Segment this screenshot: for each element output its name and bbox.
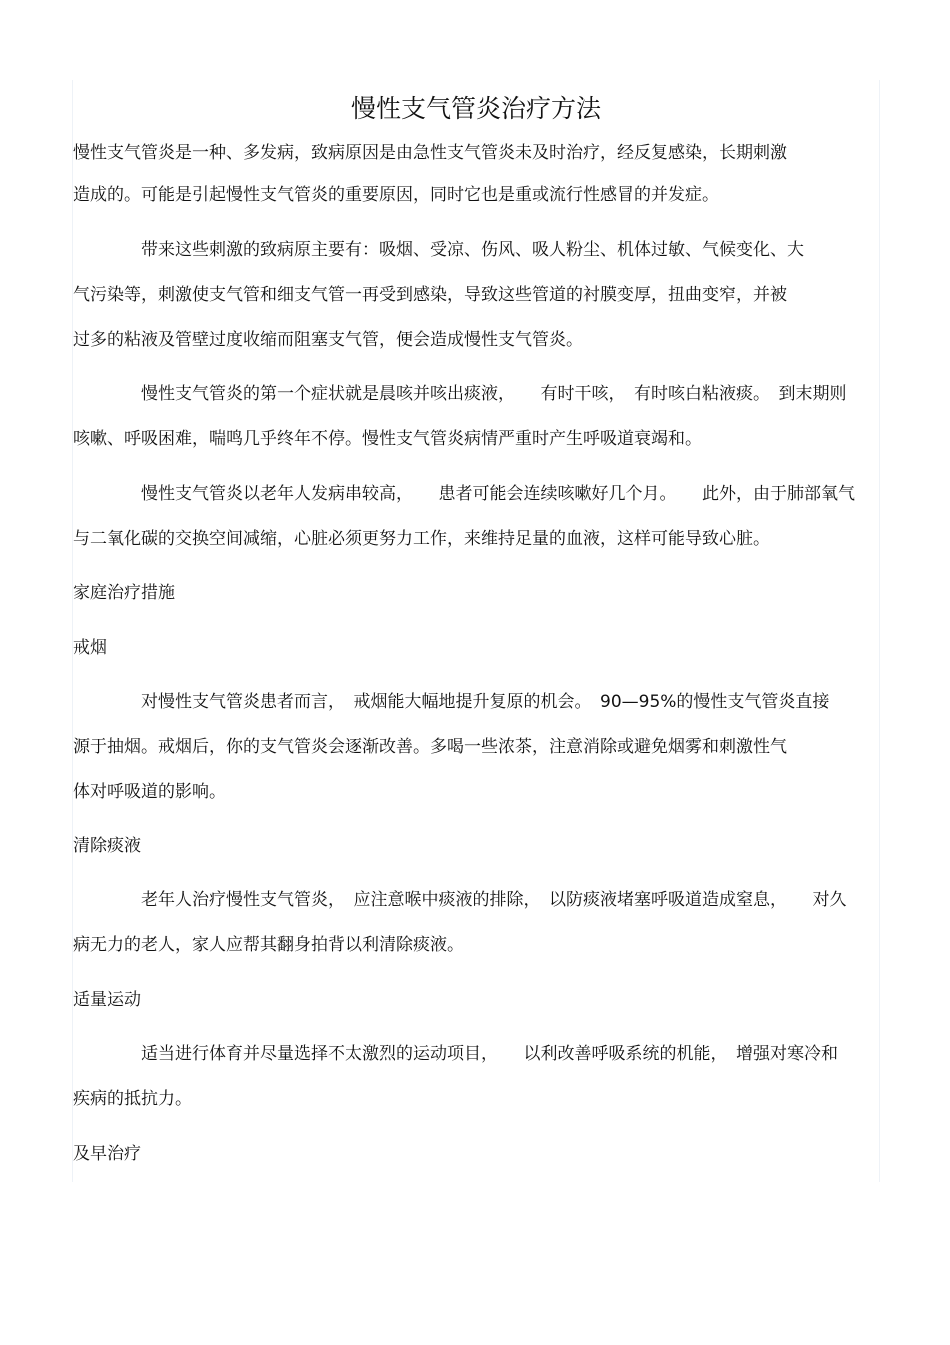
paragraph-2-line-3: 过多的粘液及管壁过度收缩而阻塞支气管，便会造成慢性支气管炎。 — [73, 330, 583, 350]
document-page — [72, 80, 880, 1182]
paragraph-2-line-2: 气污染等，刺激使支气管和细支气管一再受到感染，导致这些管道的衬膜变厚，扭曲变窄，并被 — [73, 285, 787, 305]
paragraph-7-line-2: 疾病的抵抗力。 — [73, 1089, 192, 1109]
paragraph-5-line-2: 源于抽烟。戒烟后，你的支气管炎会逐渐改善。多喝一些浓茶，注意消除或避免烟雾和刺激性气 — [73, 737, 787, 757]
paragraph-1-line-1: 慢性支气管炎是一种、多发病，致病原因是由急性支气管炎未及时治疗，经反复感染，长期刺激 — [73, 143, 787, 163]
paragraph-6-line-2: 病无力的老人，家人应帮其翻身拍背以利清除痰液。 — [73, 935, 464, 955]
paragraph-3-line-2: 咳嗽、呼吸困难，喘鸣几乎终年不停。慢性支气管炎病情严重时产生呼吸道衰竭和。 — [73, 429, 702, 449]
paragraph-5-line-1: 对慢性支气管炎患者而言， 戒烟能大幅地提升复原的机会。 90—95%的慢性支气管炎直接 — [141, 692, 830, 712]
paragraph-7-line-1: 适当进行体育并尽量选择不太激烈的运动项目， 以利改善呼吸系统的机能， 增强对寒冷和 — [141, 1044, 838, 1064]
paragraph-1-line-2: 造成的。可能是引起慢性支气管炎的重要原因，同时它也是重或流行性感冒的并发症。 — [73, 185, 719, 205]
paragraph-2-line-1: 带来这些刺激的致病原主要有：吸烟、受凉、伤风、吸人粉尘、机体过敏、气候变化、大 — [141, 240, 804, 260]
subheading-early-treatment: 及早治疗 — [73, 1144, 141, 1164]
subheading-moderate-exercise: 适量运动 — [73, 990, 141, 1010]
subheading-quit-smoking: 戒烟 — [73, 638, 107, 658]
paragraph-5-line-3: 体对呼吸道的影响。 — [73, 782, 226, 802]
paragraph-4-line-1: 慢性支气管炎以老年人发病串较高， 患者可能会连续咳嗽好几个月。 此外，由于肺部氧气 — [141, 484, 855, 504]
paragraph-6-line-1: 老年人治疗慢性支气管炎， 应注意喉中痰液的排除， 以防痰液堵塞呼吸道造成窒息， 对久 — [141, 890, 847, 910]
document-title: 慢性支气管炎治疗方法 — [350, 94, 601, 123]
paragraph-4-line-2: 与二氧化碳的交换空间减缩，心脏必须更努力工作，来维持足量的血液，这样可能导致心脏。 — [73, 529, 770, 549]
section-heading-home-treatment: 家庭治疗措施 — [73, 583, 175, 603]
paragraph-3-line-1: 慢性支气管炎的第一个症状就是晨咳并咳出痰液， 有时干咳， 有时咳白粘液痰。 到末期则 — [141, 384, 847, 404]
subheading-clear-phlegm: 清除痰液 — [73, 836, 141, 856]
